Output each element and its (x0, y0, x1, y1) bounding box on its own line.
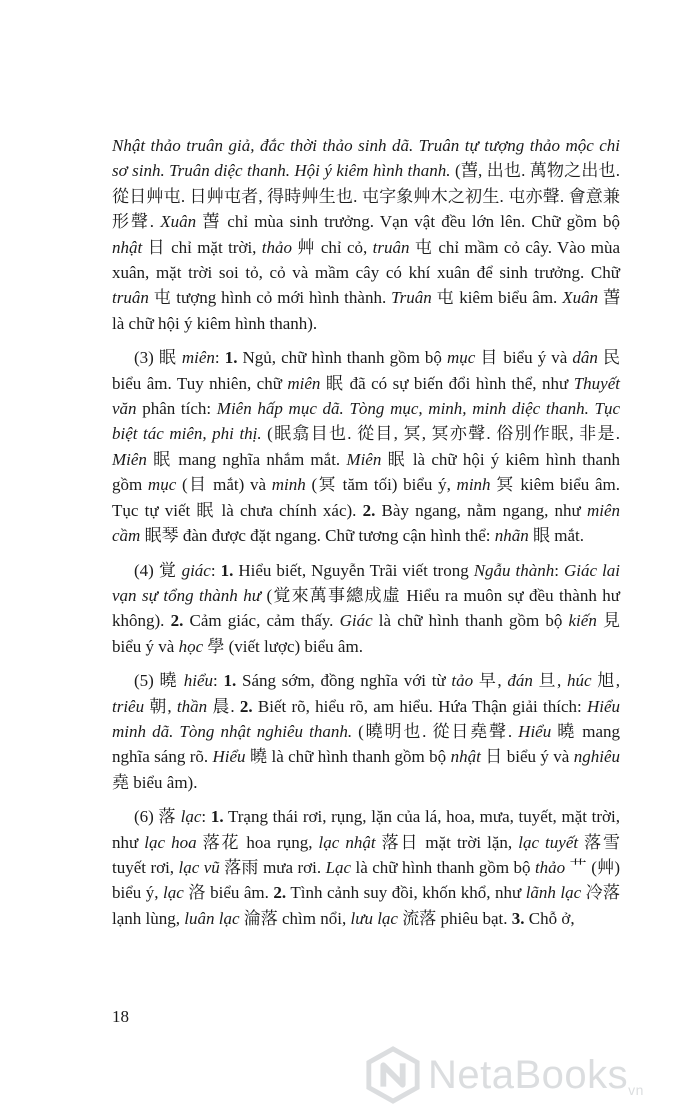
text-run: 日 biểu ý và (480, 747, 574, 767)
text-run: Sáng sớm, đồng nghĩa với từ (236, 671, 452, 691)
text-run: 屯 chỉ mầm cỏ cây. Vào mùa xuân, mặt trời soi tỏ, cỏ và mầm cây có khí xuân để sinh trưởng. Chữ (112, 237, 620, 283)
italic-text: tảo (451, 671, 474, 691)
text-run: 屯 kiêm biểu âm. (431, 288, 563, 308)
text-run: 曉 là chữ hình thanh gồm bộ (245, 747, 451, 767)
paragraph (112, 668, 620, 795)
italic-text: Ngẫu thành (473, 560, 555, 580)
italic-text: triêu (112, 696, 145, 716)
sense-number: 2. (170, 611, 184, 631)
sense-number: 3. (511, 908, 525, 928)
text-run: Ngủ, chữ hình thanh gồm bộ (237, 348, 448, 368)
italic-text: minh (456, 475, 491, 495)
italic-text: lạc (180, 807, 202, 827)
paragraph (112, 345, 620, 548)
text-run: 萅 chỉ mùa sinh trưởng. Vạn vật đều lớn lên. Chữ gồm bộ (196, 212, 620, 232)
text-run: Biết rõ, hiểu rõ, am hiểu. Hứa Thận giải thích: (252, 696, 587, 716)
text-run: : (210, 560, 221, 580)
text-run: 眠琴 đàn được đặt ngang. Chữ tương cận hình thể: (140, 526, 495, 546)
text-run: (6) 落 (134, 807, 181, 827)
italic-text: lạc hoa (144, 832, 197, 852)
sense-number: 1. (224, 348, 238, 368)
text-run: : (213, 671, 224, 691)
text-run: Chỗ ở, (524, 908, 575, 928)
italic-text: Xuân (160, 212, 197, 232)
text-run: 落雪 tuyết rơi, (112, 832, 621, 877)
text-run: 眠 đã có sự biến đổi hình thể, như (320, 373, 574, 393)
text-run: Cảm giác, cảm thấy. (183, 611, 340, 631)
sense-number: 2. (362, 500, 376, 520)
italic-text: đán (507, 671, 533, 691)
text-run: 旭, (591, 671, 621, 691)
text-run: 屯 tượng hình cỏ mới hình thành. (148, 288, 392, 308)
italic-text: Miên (112, 449, 147, 469)
italic-text: nghiêu (573, 747, 620, 767)
text-run: 晨. (207, 696, 240, 716)
text-run: là chữ hình thanh gồm bộ (351, 857, 535, 877)
text-run: (眠翕目也. 從目, 冥, 冥亦聲. 俗別作眠, 非是. (261, 424, 620, 444)
page-body (112, 133, 620, 940)
italic-text: nhật (112, 237, 143, 257)
text-run: 民 biểu âm. Tuy nhiên, chữ (112, 348, 620, 393)
netabooks-logo-icon (364, 1046, 422, 1104)
text-run: 眼 mắt. (528, 526, 584, 546)
text-run: 流落 phiêu bạt. (397, 908, 512, 928)
italic-text: miên (181, 348, 215, 368)
italic-text: Hiểu minh dã. Tòng nhật nghiêu thanh. (112, 696, 621, 741)
paragraph (112, 558, 620, 660)
text-run: 艸 chỉ cỏ, (292, 237, 373, 257)
text-run: 眠 là chữ hội ý kiêm hình thanh gồm (112, 449, 620, 495)
text-run: 萅 là chữ hội ý kiêm hình thanh). (112, 288, 621, 333)
italic-text: thảo (534, 857, 566, 877)
italic-text: Hiểu (518, 721, 552, 741)
italic-text: lưu lạc (350, 908, 398, 928)
text-run: 落花 hoa rụng, (196, 832, 319, 852)
italic-text: lạc (163, 883, 184, 903)
text-run: 學 (viết lược) biểu âm. (203, 636, 363, 656)
text-run: 洛 biểu âm. (183, 883, 274, 903)
text-run: phân tích: (136, 399, 217, 419)
italic-text: Giác lai vạn sự tổng thành hư (112, 560, 620, 605)
italic-text: miên cầm (112, 500, 620, 546)
text-run: (覚來萬事總成虛 Hiểu ra muôn sự đều thành hư không). (112, 585, 620, 631)
text-run: 冥 kiêm biểu âm. Tục tự viết 眠 là chưa chính xác). (112, 475, 621, 520)
text-run: : (201, 807, 211, 827)
italic-text: luân lạc (184, 908, 240, 928)
italic-text: dân (572, 348, 598, 368)
text-run: Hiểu biết, Nguyễn Trãi viết trong (233, 560, 474, 580)
italic-text: Truân (391, 288, 432, 308)
italic-text: Miên hấp mục dã. Tòng mục, minh, minh diệc thanh. Tục biệt tác miên, phi thị. (112, 399, 620, 444)
italic-text: Thuyết văn (112, 373, 620, 419)
text-run: 冷落 lạnh lùng, (112, 883, 620, 928)
italic-text: nhật (450, 747, 481, 767)
italic-text: lạc nhật (318, 832, 376, 852)
italic-text: lãnh lạc (525, 883, 582, 903)
text-run: 艹 (艸) biểu ý, (112, 857, 620, 903)
sense-number: 2. (239, 696, 253, 716)
text-run: (5) 曉 (134, 671, 184, 691)
italic-text: Giác (339, 611, 373, 631)
italic-text: truân (372, 237, 410, 257)
italic-text: mục (147, 475, 177, 495)
text-run: Trạng thái rơi, rụng, lặn của lá, hoa, mưa, tuyết, mặt trời, như (112, 807, 621, 852)
text-run: là chữ hình thanh gồm bộ (372, 611, 569, 631)
text-run: (3) 眠 (134, 348, 182, 368)
sense-number: 1. (223, 671, 237, 691)
italic-text: hiểu (183, 671, 214, 691)
page-number: 18 (112, 1007, 129, 1026)
italic-text: miên (287, 373, 321, 393)
text-run: 曉 mang nghĩa sáng rõ. (112, 721, 620, 767)
italic-text: húc (567, 671, 592, 691)
text-run: 目 biểu ý và (475, 348, 573, 368)
text-run: 淪落 chìm nổi, (239, 908, 351, 928)
text-run: (目 mắt) và (176, 475, 272, 495)
text-run: Tình cảnh suy đồi, khốn khổ, như (286, 883, 526, 903)
italic-text: Nhật thảo truân giả, đắc thời thảo sinh dã. Truân tự tượng thảo mộc chi sơ sinh. Truân diệc thanh. Hội ý kiêm hình thanh. (112, 136, 620, 181)
text-run: 見 biểu ý và (112, 611, 621, 656)
italic-text: thần (176, 696, 208, 716)
text-run: (冥 tăm tối) biểu ý, (305, 475, 457, 495)
italic-text: học (178, 636, 204, 656)
italic-text: Lạc (325, 857, 352, 877)
paragraph (112, 133, 620, 336)
text-run: 早, (473, 671, 508, 691)
paragraph (112, 804, 620, 931)
italic-text: giác (181, 560, 211, 580)
text-run: 落日 mặt trời lặn, (375, 832, 519, 852)
text-run: 落雨 mưa rơi. (219, 857, 326, 877)
italic-text: kiến (568, 611, 597, 631)
text-run: 日 chỉ mặt trời, (142, 237, 262, 257)
italic-text: truân (112, 288, 149, 308)
text-run: : (214, 348, 225, 368)
text-run: 朝, (144, 696, 177, 716)
italic-text: minh (271, 475, 306, 495)
text-run: Bày ngang, nằm ngang, như (375, 500, 587, 520)
italic-text: nhãn (494, 526, 529, 546)
italic-text: lạc vũ (178, 857, 220, 877)
italic-text: thảo (261, 237, 293, 257)
text-run: : (554, 560, 564, 580)
text-run: (曉明也. 從日堯聲. (352, 721, 519, 741)
text-run: (4) 覚 (134, 560, 182, 580)
italic-text: Hiểu (212, 747, 246, 767)
sense-number: 2. (273, 883, 287, 903)
watermark-text: NetaBooksvn (428, 1052, 644, 1098)
sense-number: 1. (210, 807, 224, 827)
text-run: (萅, 出也. 萬物之出也. 從日艸屯. 日艸屯者, 得時艸生也. 屯字象艸木之初生. 屯亦聲. 會意兼形聲. (112, 161, 620, 232)
italic-text: Miên (346, 449, 382, 469)
text-run: 旦, (532, 671, 568, 691)
italic-text: mục (447, 348, 476, 368)
italic-text: lạc tuyết (518, 832, 579, 852)
text-run: 堯 biểu âm). (112, 772, 198, 792)
italic-text: Xuân (562, 288, 599, 308)
watermark (364, 1045, 698, 1105)
sense-number: 1. (220, 560, 234, 580)
text-run: 眠 mang nghĩa nhắm mắt. (146, 449, 347, 469)
